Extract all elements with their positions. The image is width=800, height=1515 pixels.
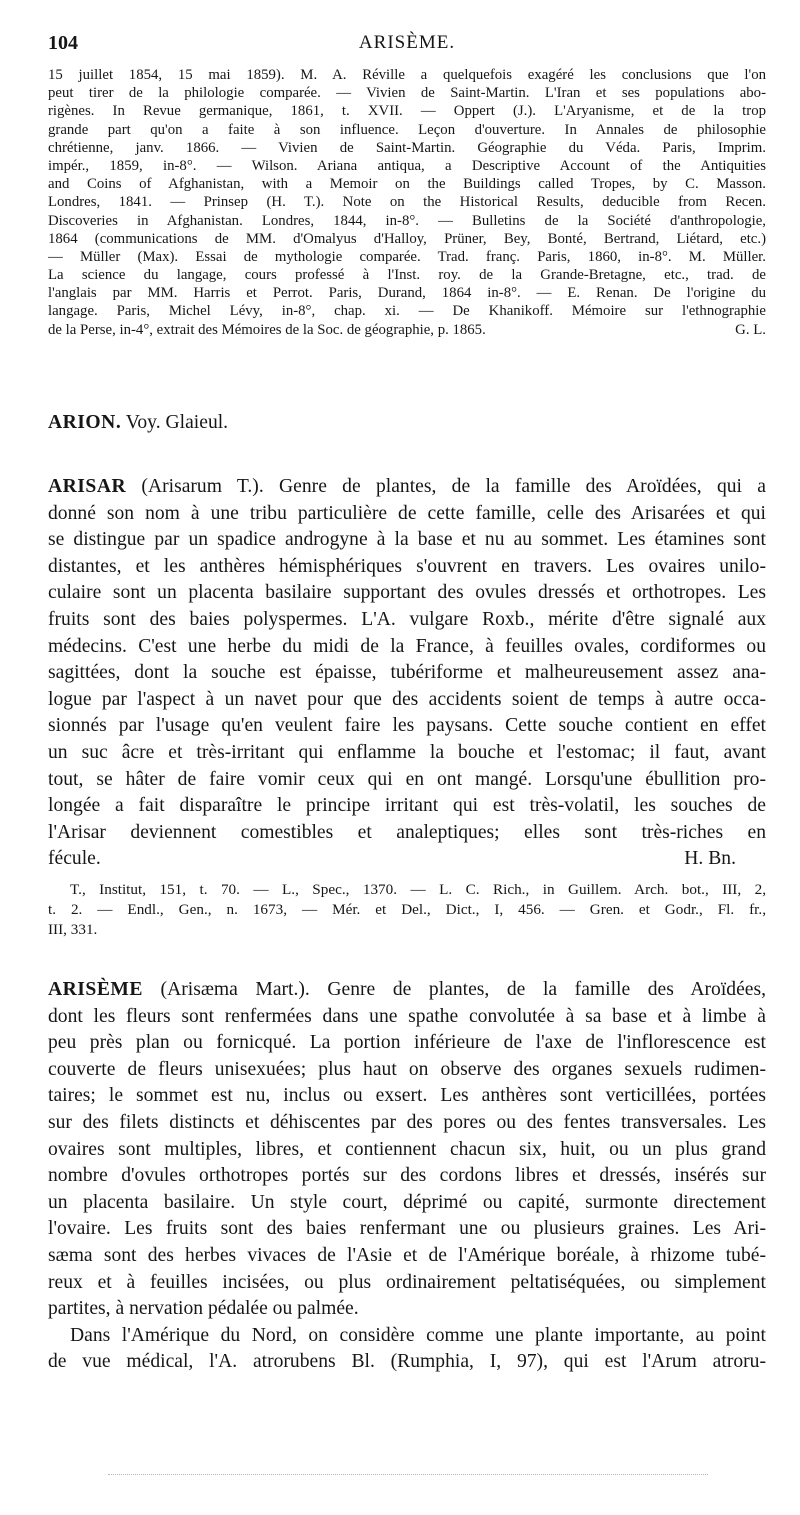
entry-headword: ARISÈME <box>48 979 143 1000</box>
bottom-bleed-through-rule <box>108 1474 708 1475</box>
entry-text: Voy. Glaieul. <box>125 412 229 433</box>
text-line-content: fécule. <box>48 848 101 870</box>
text-line: distantes, et les anthères hémisphériques s'ouvrent en travers. Les ovaires unilo- <box>48 555 766 577</box>
text-line: l'anglais par MM. Harris et Perrot. Paris, Durand, 1864 in-8°. — E. Renan. De l'origine du <box>48 285 766 302</box>
text-line <box>48 846 766 873</box>
text-line: médecins. C'est une herbe du midi de la France, à feuilles ovales, cordiformes ou <box>48 635 766 657</box>
author-signature: H. Bn. <box>684 848 736 870</box>
text-line: chrétienne, janv. 1866. — Vivien de Saint-Martin. Géographie du Véda. Paris, Imprim. <box>48 139 766 156</box>
text-line: langage. Paris, Michel Lévy, in-8°, chap. xi. — De Khanikoff. Mémoire sur l'ethnographie <box>48 303 766 320</box>
text-line: logue par l'aspect à un navet pour que des accidents soient de temps à autre occa- <box>48 688 766 710</box>
text-line: Discoveries in Afghanistan. Londres, 1844, in-8°. — Bulletins de la Société d'anthropologie, <box>48 212 766 229</box>
text-line: dont les fleurs sont renfermées dans une spathe convolutée à sa base et à limbe à <box>48 1005 766 1027</box>
page-header <box>48 32 766 58</box>
text-line: grande part qu'on a faite à son influence. Leçon d'ouverture. In Annales de philosophie <box>48 121 766 138</box>
text-line: Dans l'Amérique du Nord, on considère comme une plante importante, au point <box>70 1324 766 1346</box>
arisar-entry <box>48 474 766 873</box>
text-line: taires; le sommet est nu, inclus ou exsert. Les anthères sont verticillées, portées <box>48 1085 766 1107</box>
text-line-content: de la Perse, in-4°, extrait des Mémoires de la Soc. de géographie, p. 1865. <box>48 321 486 338</box>
text-line: fruits sont des baies polyspermes. L'A. vulgare Roxb., mérite d'être signalé aux <box>48 608 766 630</box>
text-line: nombre d'ovules orthotropes portés sur des cordons libres et dressés, insérés sur <box>48 1165 766 1187</box>
continuation-paragraph <box>48 66 766 339</box>
text-line: peu près plan ou fornicqué. La portion inférieure de l'axe de l'inflorescence est <box>48 1032 766 1054</box>
text-line: peut tirer de la philologie comparée. — Vivien de Saint-Martin. L'Iran et ses populations abo- <box>48 85 766 102</box>
text-line: un placenta basilaire. Un style court, déprimé ou capité, surmonte directement <box>48 1191 766 1213</box>
text-line: se distingue par un spadice androgyne à la base et nu au sommet. Les étamines sont <box>48 529 766 551</box>
text-line: de vue médical, l'A. atrorubens Bl. (Rumphia, I, 97), qui est l'Arum atroru- <box>48 1351 766 1373</box>
text-line: impér., 1859, in-8°. — Wilson. Ariana antiqua, a Descriptive Account of the Antiquities <box>48 157 766 174</box>
text-line: ovaires sont multiples, libres, et contiennent chacun six, huit, ou un plus grand <box>48 1138 766 1160</box>
text-line: longée a fait disparaître le principe irritant qui est très-volatil, les souches de <box>48 795 766 817</box>
text-line: sæma sont des herbes vivaces de l'Asie et de l'Amérique boréale, à rhizome tubé- <box>48 1244 766 1266</box>
text-line <box>48 410 766 437</box>
entry-text: (Arisæma Mart.). Genre de plantes, de la famille des Aroïdées, <box>160 979 766 1000</box>
text-line: 1864 (communications de MM. d'Omalyus d'Halloy, Prüner, Bey, Bonté, Bertrand, Liétard, etc.) <box>48 230 766 247</box>
text-line: sagittées, dont la souche est épaisse, tubériforme et malheureusement assez ana- <box>48 662 766 684</box>
text-line: partites, à nervation pédalée ou palmée. <box>48 1298 359 1320</box>
entry-headword: ARION. <box>48 412 122 433</box>
ariseme-entry <box>48 977 766 1376</box>
text-line: culaire sont un placenta basilaire supportant des ovules dressés et orthotropes. Les <box>48 582 766 604</box>
reference-line: t. 2. — Endl., Gen., n. 1673, — Mér. et Del., Dict., I, 456. — Gren. et Godr., Fl. fr., <box>48 901 766 918</box>
text-line <box>48 321 766 339</box>
text-line: reux et à feuilles incisées, ou plus ordinairement peltatiséquées, ou simplement <box>48 1271 766 1293</box>
text-line: couverte de fleurs unisexuées; plus haut on observe des organes sexuels rudimen- <box>48 1058 766 1080</box>
text-line: and Coins of Afghanistan, with a Memoir on the Buildings called Tropes, by C. Masson. <box>48 176 766 193</box>
text-line: tout, se hâter de faire vomir ceux qui en ont mangé. Lorsqu'une ébullition pro- <box>48 768 766 790</box>
reference-line: III, 331. <box>48 921 98 938</box>
text-line: donné son nom à une tribu particulière de cette famille, celle des Arisarées et qui <box>48 502 766 524</box>
text-line: un suc âcre et très-irritant qui enflamme la bouche et l'estomac; il faut, avant <box>48 741 766 763</box>
entry-text: (Arisarum T.). Genre de plantes, de la famille des Aroïdées, qui a <box>141 476 766 497</box>
text-line: — Müller (Max). Essai de mythologie comparée. Trad. franç. Paris, 1860, in-8°. M. Müller. <box>48 248 766 265</box>
text-line <box>48 977 766 1004</box>
text-line: sur des filets distincts et déhiscentes par des pores ou des fentes transversales. Les <box>48 1111 766 1133</box>
arisar-references <box>48 880 766 940</box>
text-line: Londres, 1841. — Prinsep (H. T.). Note on the Historical Results, deducible from Recen. <box>48 194 766 211</box>
author-signature: G. L. <box>735 321 766 338</box>
text-line: l'ovaire. Les fruits sont des baies renfermant une ou plusieurs graines. Les Ari- <box>48 1218 766 1240</box>
reference-line: T., Institut, 151, t. 70. — L., Spec., 1370. — L. C. Rich., in Guillem. Arch. bot., III, 2, <box>70 881 766 898</box>
running-head: ARISÈME. <box>358 32 456 53</box>
text-line: La science du langage, cours professé à l'Inst. roy. de la Grande-Bretagne, etc., trad. de <box>48 267 766 284</box>
page-number: 104 <box>48 32 78 54</box>
text-line: 15 juillet 1854, 15 mai 1859). M. A. Réville a quelquefois exagéré les conclusions que l'on <box>48 67 766 83</box>
entry-headword: ARISAR <box>48 476 127 497</box>
arion-entry <box>48 410 766 437</box>
text-line: l'Arisar deviennent comestibles et analeptiques; elles sont très-riches en <box>48 821 766 843</box>
text-line: rigènes. In Revue germanique, 1861, t. XVII. — Oppert (J.). L'Aryanisme, et de la trop <box>48 103 766 120</box>
text-line <box>48 474 766 501</box>
text-line: sionnés par l'usage qu'en veulent faire les paysans. Cette souche contient en effet <box>48 715 766 737</box>
